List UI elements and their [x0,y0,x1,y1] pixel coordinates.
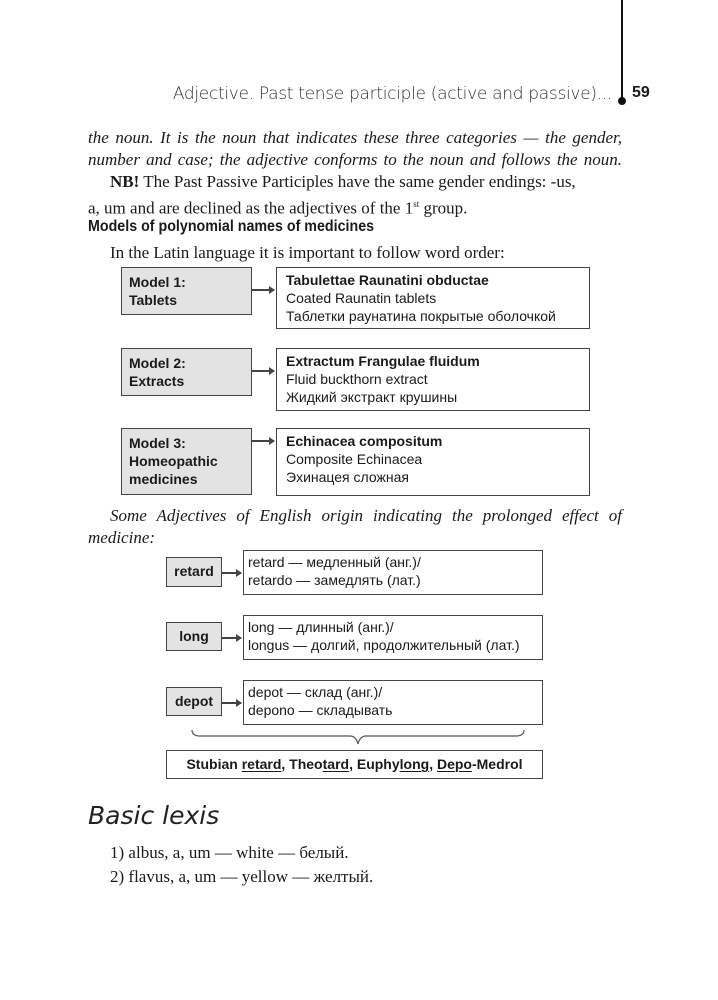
adjective-long: long [166,622,222,651]
lexis-item: 2) flavus, a, um — yellow — желтый. [110,867,374,886]
intro-line-2: number and case; the adjective conforms to the noun and follows the noun. [88,150,622,169]
arrow-icon [222,572,241,574]
page-number: 59 [632,84,650,101]
model-3-label: Model 3: Homeopathic medicines [121,428,252,495]
long-meaning: long — длинный (анг.)/ longus — долгий, продолжительный (лат.) [243,615,543,660]
models-lead: In the Latin language it is important to follow word order: [110,243,505,262]
nb-paragraph-line-1 [88,171,622,193]
retard-meaning: retard — медленный (анг.)/ retardo — замедлять (лат.) [243,550,543,595]
basic-lexis-heading: Basic lexis [88,801,220,830]
arrow-icon [252,289,274,291]
running-title: Adjective. Past tense participle (active and passive)... [172,84,612,104]
model-1-label: Model 1: Tablets [121,267,252,315]
model-2-example: Extractum Frangulae fluidum Fluid buckthorn extract Жидкий экстракт крушины [276,348,590,411]
nb-text: group. [419,198,468,218]
arrow-icon [222,637,241,639]
lexis-item: 1) albus, a, um — white — белый. [110,843,349,862]
curly-brace-icon [190,728,526,748]
header-divider [621,0,623,100]
depot-meaning: depot — склад (анг.)/ depono — складывать [243,680,543,725]
models-heading: Models of polynomial names of medicines [88,218,375,235]
arrow-icon [222,702,241,704]
adjectives-lead-2: medicine: [88,528,156,547]
arrow-icon [252,440,274,442]
adjectives-lead-1: Some Adjectives of English origin indicating the prolonged effect of [110,506,622,525]
intro-line-1: the noun. It is the noun that indicates these three categories — the gender, [88,128,622,147]
nb-text: a, um and are declined as the adjectives of the 1 [88,198,414,218]
model-3-example: Echinacea compositum Composite Echinacea Эхинацея сложная [276,428,590,496]
adjective-retard: retard [166,557,222,587]
example-drug-names: Stubian retard, Theotard, Euphylong, Depo-Medrol [166,750,543,779]
arrow-icon [252,370,274,372]
nb-sup: st [413,199,420,209]
nb-label: NB! [110,172,140,191]
adjective-depot: depot [166,687,222,716]
nb-text: The Past Passive Participles have the same gender endings: -us, [139,172,576,191]
nb-paragraph-line-2 [88,193,622,220]
header-divider-dot [618,97,626,105]
model-1-example: Tabulettae Raunatini obductae Coated Raunatin tablets Таблетки раунатина покрытые оболочкой [276,267,590,329]
model-2-label: Model 2: Extracts [121,348,252,396]
